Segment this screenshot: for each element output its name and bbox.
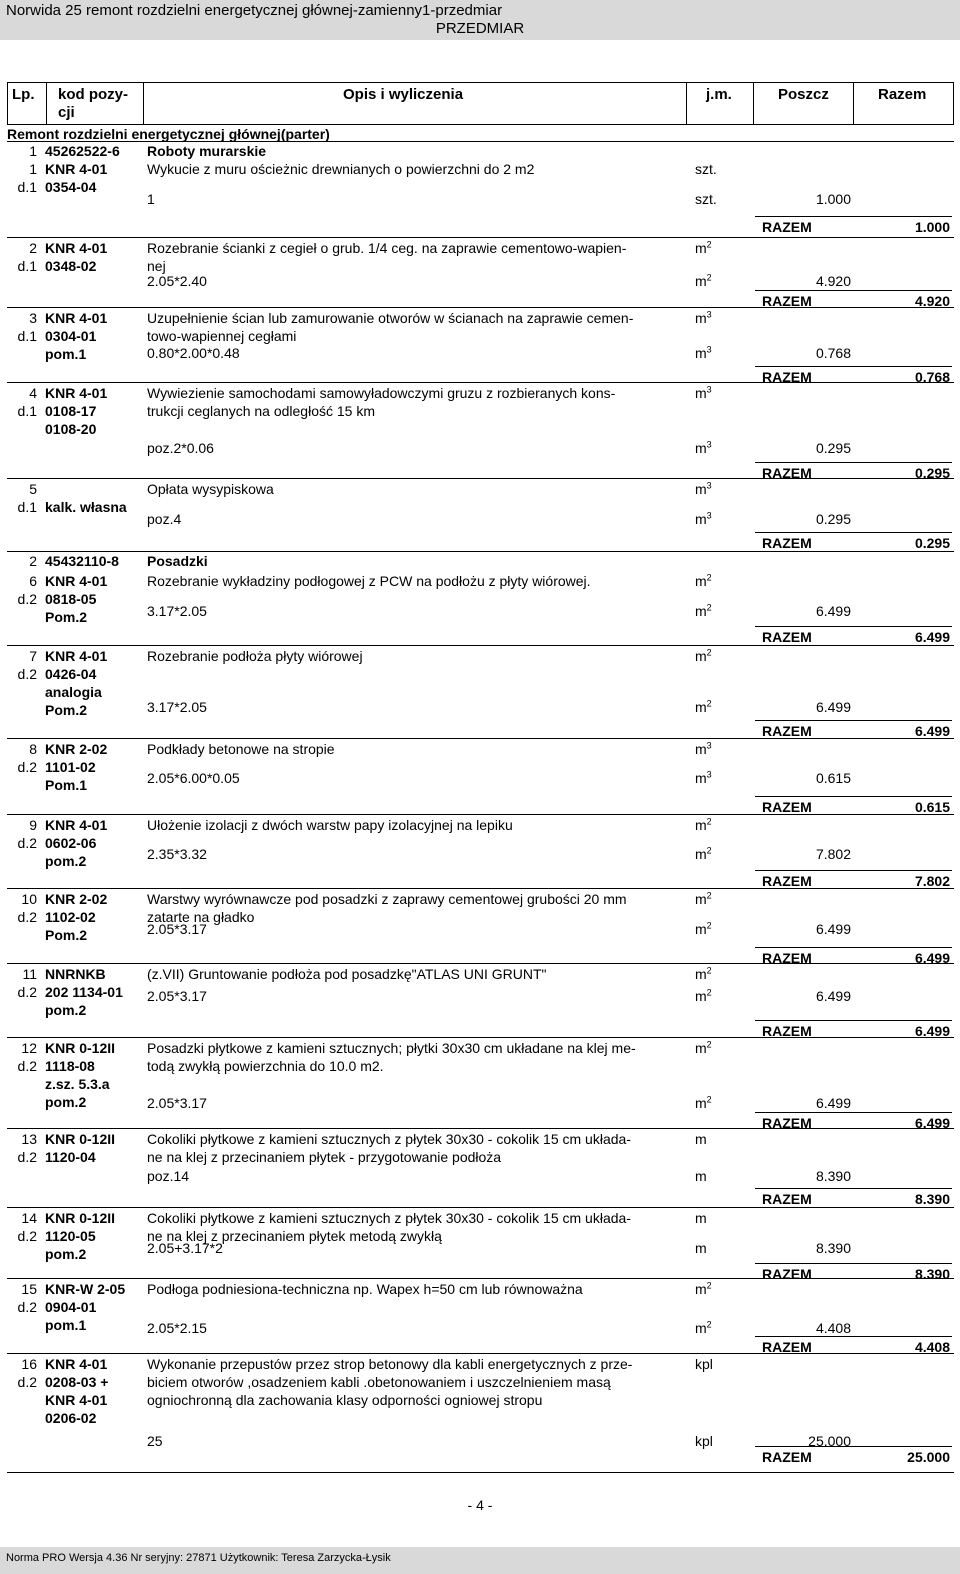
item-number: 1 (29, 161, 37, 177)
item-code-line: KNR 4-01 (45, 817, 108, 833)
item-description: (z.VII) Gruntowanie podłoża pod posadzkę"ATLAS UNI GRUNT" (147, 966, 547, 982)
item-unit: $m^2$ (695, 965, 712, 982)
item-description: Wywiezienie samochodami samowyładowczymi gruzu z rozbieranych kons- trukcji ceglanych na odległość 15 km (147, 385, 616, 419)
item-calc-unit: $m^3$ (695, 510, 712, 527)
item-unit: $m^3$ (695, 740, 712, 757)
item-number: 9 (29, 817, 37, 833)
razem-divider (755, 462, 952, 463)
header-lp: Lp. (12, 86, 35, 103)
item-code-line: pom.2 (45, 853, 87, 869)
estimate-table (7, 82, 954, 1472)
item-code-line: pom.1 (45, 1317, 87, 1333)
item-quantity: 7.802 (815, 846, 851, 862)
item-calculation: 2.05*2.15 (147, 1320, 207, 1336)
header-unit: j.m. (706, 86, 732, 103)
item-quantity: 6.499 (815, 921, 851, 937)
item-code-line: KNR 4-01 (45, 310, 108, 326)
razem-label: RAZEM (762, 465, 812, 481)
item-description: Cokoliki płytkowe z kamieni sztucznych z płytek 30x30 - cokolik 15 cm układa- ne na klej z przecinaniem płytek - przygotowanie podłoża (147, 1131, 631, 1165)
item-quantity: 8.390 (815, 1240, 851, 1256)
item-code-line: KNR-W 2-05 (45, 1281, 126, 1297)
item-chapter: d.2 (17, 666, 37, 682)
item-chapter: d.1 (17, 328, 37, 344)
razem-value: 6.499 (914, 950, 950, 966)
item-code-line: KNR 4-01 (45, 1356, 108, 1372)
item-code-line: pom.2 (45, 1094, 87, 1110)
item-calculation: 3.17*2.05 (147, 699, 207, 715)
razem-divider (755, 1020, 952, 1021)
razem-label: RAZEM (762, 219, 812, 235)
item-code-line: 1101-02 (45, 759, 96, 775)
razem-divider (755, 796, 952, 797)
footer-text: Norma PRO Wersja 4.36 Nr seryjny: 27871 Użytkownik: Teresa Zarzycka-Łysik (6, 1552, 391, 1564)
item-unit: $m^3$ (695, 384, 712, 401)
item-code-line: 1120-04 (45, 1149, 96, 1165)
item-chapter: d.2 (17, 1228, 37, 1244)
razem-value: 0.295 (914, 535, 950, 551)
razem-divider (755, 1263, 952, 1264)
group-title: Roboty murarskie (147, 143, 267, 159)
item-calculation: poz.2*0.06 (147, 440, 214, 456)
item-chapter: d.1 (17, 499, 37, 515)
razem-label: RAZEM (762, 1115, 812, 1131)
item-description: Warstwy wyrównawcze pod posadzki z zaprawy cementowej grubości 20 mm zatarte na gładko (147, 891, 627, 925)
razem-value: 6.499 (914, 629, 950, 645)
item-code-line: analogia (45, 684, 102, 700)
razem-divider (755, 720, 952, 721)
item-code-line: KNR 2-02 (45, 741, 108, 757)
razem-value: 7.802 (914, 873, 950, 889)
razem-value: 4.408 (914, 1339, 950, 1355)
item-code-line: KNR 0-12II (45, 1040, 116, 1056)
row-divider (7, 738, 954, 739)
item-quantity: 6.499 (815, 1095, 851, 1111)
item-number: 16 (21, 1356, 37, 1372)
item-code-line: 1118-08 (45, 1058, 95, 1074)
group-number: 1 (29, 143, 37, 159)
item-code-line: 0348-02 (45, 258, 97, 274)
item-chapter: d.2 (17, 1299, 37, 1315)
row-divider (7, 645, 954, 646)
document-type: PRZEDMIAR (435, 20, 525, 37)
item-code-line: z.sz. 5.3.a (45, 1076, 110, 1092)
item-description: Rozebranie podłoża płyty wiórowej (147, 648, 363, 664)
razem-label: RAZEM (762, 1449, 812, 1465)
item-code-line: Pom.2 (45, 702, 88, 718)
item-calc-unit: $m^3$ (695, 344, 712, 361)
razem-label: RAZEM (762, 799, 812, 815)
item-unit: $m^2$ (695, 647, 712, 664)
group-title: Posadzki (147, 553, 208, 569)
razem-value: 4.920 (914, 293, 950, 309)
item-chapter: d.2 (17, 591, 37, 607)
item-code-line: 0904-01 (45, 1299, 97, 1315)
item-unit: $m^3$ (695, 309, 712, 326)
item-number: 15 (21, 1281, 37, 1297)
item-description: Podłoga podniesiona-techniczna np. Wapex h=50 cm lub równoważna (147, 1281, 583, 1297)
razem-label: RAZEM (762, 723, 812, 739)
item-calculation: poz.14 (147, 1168, 190, 1184)
item-number: 10 (21, 891, 37, 907)
table-header (7, 82, 954, 125)
group-code: 45262522-6 (45, 143, 120, 159)
item-code-line: 0304-01 (45, 328, 97, 344)
item-code-line: KNR 2-02 (45, 891, 108, 907)
razem-label: RAZEM (762, 1339, 812, 1355)
item-calc-unit: $m^2$ (695, 1319, 712, 1336)
item-quantity: 0.295 (815, 440, 851, 456)
row-divider (7, 1207, 954, 1208)
row-divider (7, 963, 954, 964)
item-description: Wykonanie przepustów przez strop betonowy dla kabli energetycznych z prze- biciem otworów ,osadzeniem kabli .obetonowaniem i uszczelnieniem masą ogniochronną dla zachowania klasy odporności ogniowej stropu (147, 1356, 633, 1408)
razem-value: 6.499 (914, 1023, 950, 1039)
item-calc-unit: szt. (695, 191, 717, 207)
item-unit: $m^2$ (695, 1280, 712, 1297)
item-quantity: 6.499 (815, 603, 851, 619)
item-unit: $m^2$ (695, 890, 712, 907)
item-code-line: 0108-17 (45, 403, 97, 419)
razem-divider (755, 947, 952, 948)
item-code-line: KNR 4-01 (45, 240, 108, 256)
item-code-line: 0206-02 (45, 1410, 97, 1426)
item-number: 5 (29, 481, 37, 497)
item-code-line: 0108-20 (45, 421, 97, 437)
razem-value: 6.499 (914, 1115, 950, 1131)
item-quantity: 4.408 (815, 1320, 851, 1336)
item-code-line: KNR 4-01 (45, 161, 108, 177)
item-number: 7 (29, 648, 37, 664)
item-calculation: 2.05*3.17 (147, 921, 207, 937)
header-razem: Razem (878, 86, 927, 103)
item-code-line: pom.2 (45, 1246, 87, 1262)
item-quantity: 6.499 (815, 988, 851, 1004)
item-chapter: d.2 (17, 835, 37, 851)
item-calculation: 2.05*2.40 (147, 273, 207, 289)
header-code: kod pozy- cji (58, 86, 128, 121)
item-number: 12 (21, 1040, 37, 1056)
item-quantity: 1.000 (815, 191, 851, 207)
razem-label: RAZEM (762, 1266, 812, 1282)
item-calc-unit: $m^2$ (695, 272, 712, 289)
razem-value: 8.390 (914, 1191, 950, 1207)
razem-divider (755, 1112, 952, 1113)
item-description: Wykucie z muru ościeżnic drewnianych o powierzchni do 2 m2 (147, 161, 535, 177)
item-quantity: 0.768 (815, 345, 851, 361)
item-chapter: d.2 (17, 1149, 37, 1165)
razem-value: 0.615 (914, 799, 950, 815)
item-quantity: 25.000 (808, 1433, 851, 1449)
item-description: Posadzki płytkowe z kamieni sztucznych; płytki 30x30 cm układane na klej me- todą zwykłą powierzchnia do 10.0 m2. (147, 1040, 636, 1074)
item-quantity: 6.499 (815, 699, 851, 715)
item-chapter: d.1 (17, 179, 37, 195)
item-description: Podkłady betonowe na stropie (147, 741, 335, 757)
item-number: 14 (21, 1210, 37, 1226)
item-code-line: Pom.1 (45, 777, 88, 793)
item-code-line: pom.1 (45, 346, 87, 362)
item-calculation: 2.05*3.17 (147, 988, 207, 1004)
item-description: Ułożenie izolacji z dwóch warstw papy izolacyjnej na lepiku (147, 817, 513, 833)
item-description: Cokoliki płytkowe z kamieni sztucznych z płytek 30x30 - cokolik 15 cm układa- ne na klej z przecinaniem płytek metodą zwykłą (147, 1210, 631, 1244)
item-calc-unit: kpl (695, 1433, 713, 1449)
item-quantity: 0.615 (815, 770, 851, 786)
item-number: 3 (29, 310, 37, 326)
item-code-line: 1120-05 (45, 1228, 96, 1244)
item-code-line: KNR 4-01 (45, 648, 108, 664)
item-code-line: 0818-05 (45, 591, 97, 607)
item-calculation: 1 (147, 191, 155, 207)
row-divider (7, 1353, 954, 1354)
item-code-line: KNR 4-01 (45, 573, 108, 589)
item-number: 6 (29, 573, 37, 589)
item-quantity: 8.390 (815, 1168, 851, 1184)
row-divider (7, 307, 954, 308)
item-calc-unit: m (695, 1240, 707, 1256)
item-calculation: 3.17*2.05 (147, 603, 207, 619)
item-calc-unit: $m^3$ (695, 769, 712, 786)
item-calc-unit: $m^3$ (695, 439, 712, 456)
item-chapter: d.2 (17, 1058, 37, 1074)
razem-divider (755, 366, 952, 367)
item-number: 13 (21, 1131, 37, 1147)
item-calc-unit: $m^2$ (695, 698, 712, 715)
item-code-line: NNRNKB (45, 966, 106, 982)
razem-divider (755, 870, 952, 871)
item-unit: szt. (695, 161, 717, 177)
razem-value: 1.000 (914, 219, 950, 235)
razem-value: 8.390 (914, 1266, 950, 1282)
item-code-line: KNR 0-12II (45, 1131, 116, 1147)
razem-label: RAZEM (762, 369, 812, 385)
razem-value: 25.000 (907, 1449, 950, 1465)
item-calculation: 25 (147, 1433, 163, 1449)
item-chapter: d.2 (17, 909, 37, 925)
item-code-line: Pom.2 (45, 609, 88, 625)
razem-label: RAZEM (762, 950, 812, 966)
row-divider (7, 382, 954, 383)
item-code-line: 0426-04 (45, 666, 97, 682)
razem-label: RAZEM (762, 1191, 812, 1207)
item-code-line: 0602-06 (45, 835, 97, 851)
item-calculation: 2.35*3.32 (147, 846, 207, 862)
item-unit: $m^2$ (695, 239, 712, 256)
item-calculation: poz.4 (147, 511, 182, 527)
item-code-line: Pom.2 (45, 927, 88, 943)
item-calc-unit: $m^2$ (695, 845, 712, 862)
item-calc-unit: $m^2$ (695, 987, 712, 1004)
item-calculation: 2.05+3.17*2 (147, 1240, 223, 1256)
row-divider (7, 478, 954, 479)
row-divider (7, 1037, 954, 1038)
item-code-line: KNR 0-12II (45, 1210, 116, 1226)
razem-label: RAZEM (762, 629, 812, 645)
item-calc-unit: $m^2$ (695, 1094, 712, 1111)
razem-value: 6.499 (914, 723, 950, 739)
item-unit: $m^3$ (695, 480, 712, 497)
item-code-line: 0354-04 (45, 179, 97, 195)
item-description: Opłata wysypiskowa (147, 481, 274, 497)
item-unit: $m^2$ (695, 1039, 712, 1056)
item-number: 2 (29, 240, 37, 256)
item-quantity: 0.295 (815, 511, 851, 527)
row-divider (7, 1278, 954, 1279)
header-desc: Opis i wyliczenia (343, 86, 464, 103)
razem-divider (755, 1336, 952, 1337)
item-code-line: 1102-02 (45, 909, 96, 925)
item-code-line: KNR 4-01 (45, 1392, 108, 1408)
item-calculation: 2.05*3.17 (147, 1095, 207, 1111)
item-calculation: 0.80*2.00*0.48 (147, 345, 240, 361)
row-divider (7, 888, 954, 889)
item-unit: $m^2$ (695, 816, 712, 833)
item-unit: $m^2$ (695, 572, 712, 589)
razem-divider (755, 626, 952, 627)
item-chapter: d.1 (17, 403, 37, 419)
razem-value: 0.295 (914, 465, 950, 481)
group-number: 2 (29, 553, 37, 569)
footer (0, 1547, 960, 1574)
header-poszcz: Poszcz (778, 86, 829, 103)
item-description: Rozebranie ścianki z cegieł o grub. 1/4 ceg. na zaprawie cementowo-wapien- nej (147, 240, 627, 274)
document-header (0, 0, 960, 40)
row-divider (7, 814, 954, 815)
item-number: 4 (29, 385, 37, 401)
item-unit: m (695, 1210, 707, 1226)
item-calculation: 2.05*6.00*0.05 (147, 770, 240, 786)
item-description: Rozebranie wykładziny podłogowej z PCW na podłożu z płyty wiórowej. (147, 573, 591, 589)
item-chapter: d.2 (17, 1374, 37, 1390)
item-quantity: 4.920 (815, 273, 851, 289)
section-title: Remont rozdzielni energetycznej głównej(parter) (7, 126, 330, 142)
razem-label: RAZEM (762, 293, 812, 309)
item-number: 11 (22, 966, 37, 982)
item-code-line: 202 1134-01 (45, 984, 123, 1000)
razem-divider (755, 290, 952, 291)
item-code-line: pom.2 (45, 1002, 87, 1018)
row-divider (7, 1128, 954, 1129)
razem-label: RAZEM (762, 1023, 812, 1039)
razem-value: 0.768 (914, 369, 950, 385)
item-calc-unit: $m^2$ (695, 920, 712, 937)
razem-label: RAZEM (762, 535, 812, 551)
item-calc-unit: m (695, 1168, 707, 1184)
razem-label: RAZEM (762, 873, 812, 889)
item-calc-unit: $m^2$ (695, 602, 712, 619)
item-description: Uzupełnienie ścian lub zamurowanie otworów w ścianach na zaprawie cemen- towo-wapiennej cegłami (147, 310, 634, 344)
item-code-line: KNR 4-01 (45, 385, 108, 401)
page-number: - 4 - (467, 1497, 493, 1513)
razem-divider (755, 216, 952, 217)
group-code: 45432110-8 (45, 553, 119, 569)
item-number: 8 (29, 741, 37, 757)
item-unit: m (695, 1131, 707, 1147)
razem-divider (755, 1188, 952, 1189)
item-chapter: d.1 (17, 258, 37, 274)
row-divider (7, 1472, 954, 1473)
item-unit: kpl (695, 1356, 713, 1372)
item-chapter: d.2 (17, 984, 37, 1000)
razem-divider (755, 532, 952, 533)
item-chapter: d.2 (17, 759, 37, 775)
document-title: Norwida 25 remont rozdzielni energetycznej głównej-zamienny1-przedmiar (6, 2, 503, 19)
razem-divider (755, 1446, 952, 1447)
row-divider (7, 237, 954, 238)
item-code-line: kalk. własna (45, 499, 127, 515)
item-code-line: 0208-03 + (45, 1374, 109, 1390)
